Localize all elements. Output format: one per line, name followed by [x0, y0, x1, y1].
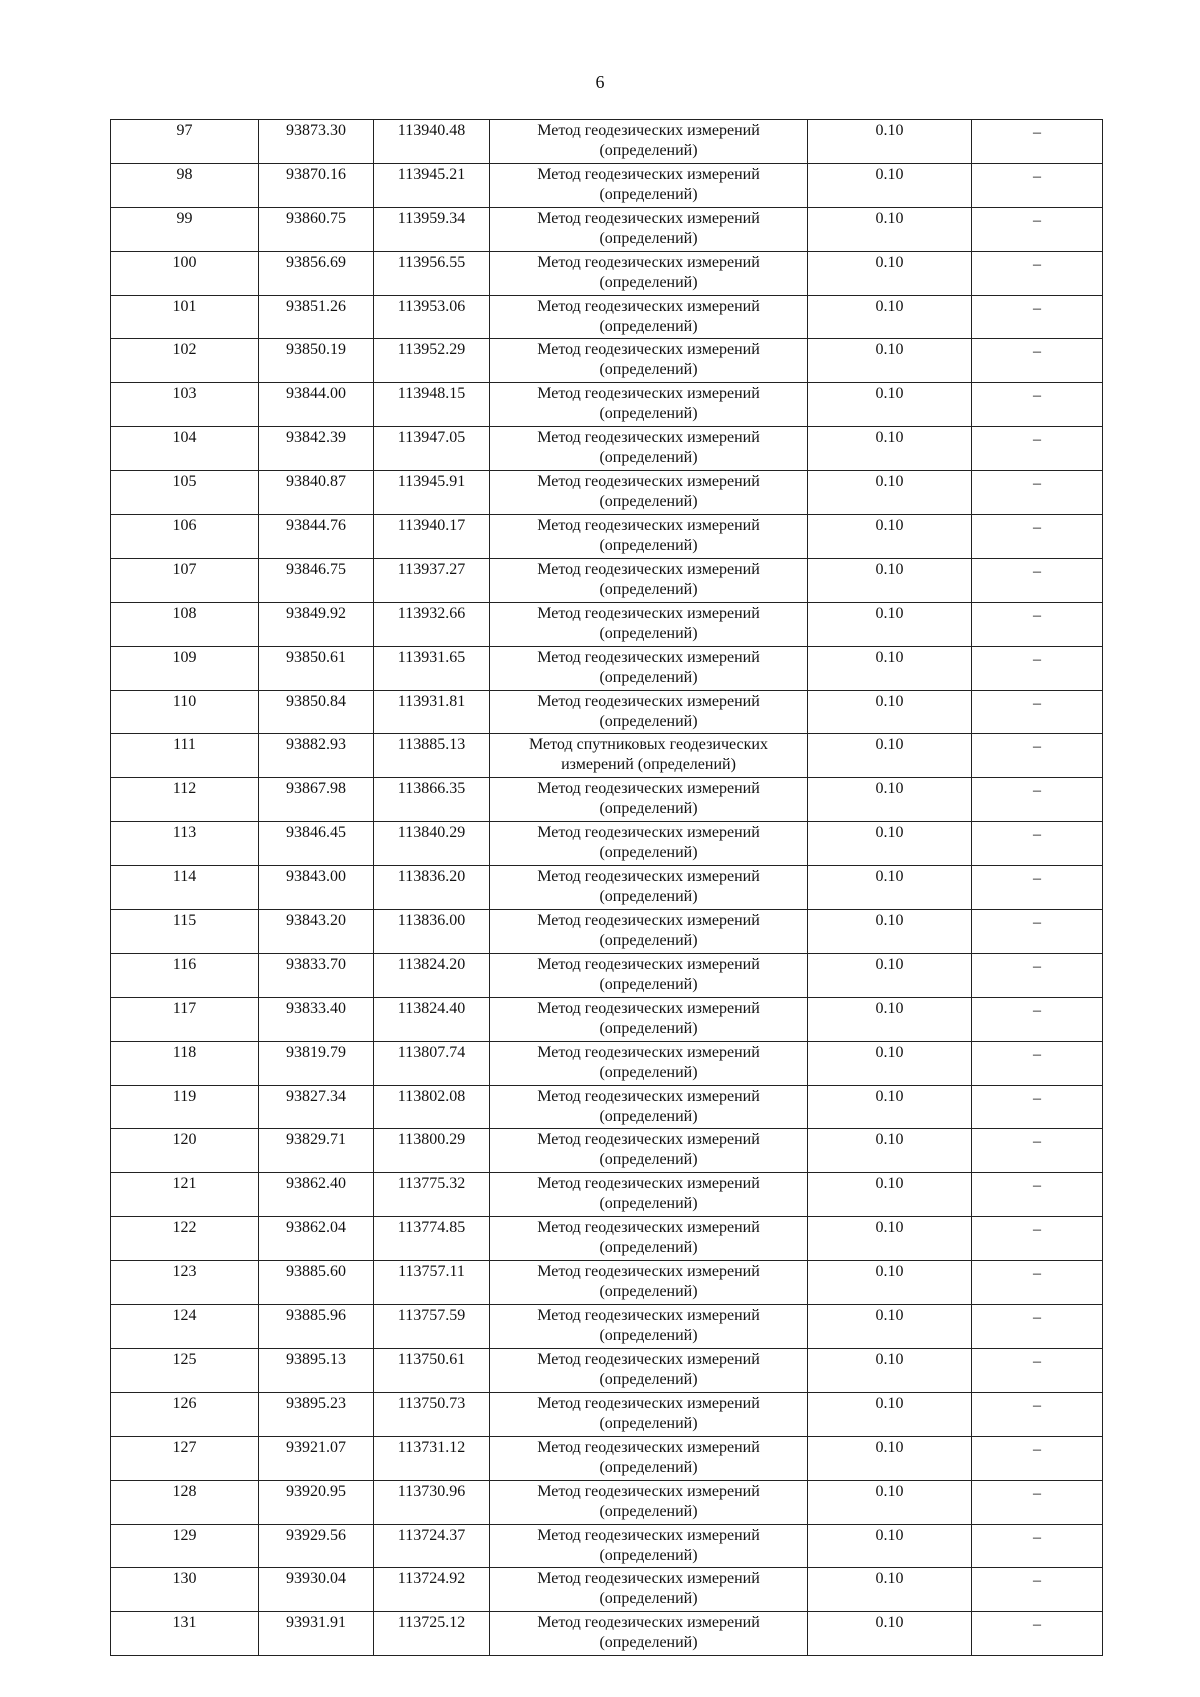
note-cell — [972, 558, 1103, 602]
y-coordinate-cell: 113940.17 — [374, 515, 490, 559]
y-coordinate-cell: 113947.05 — [374, 427, 490, 471]
accuracy-cell: 0.10 — [808, 471, 972, 515]
y-coordinate-cell: 113956.55 — [374, 251, 490, 295]
method-cell: Метод геодезических измерений (определений) — [490, 1041, 808, 1085]
y-coordinate-cell: 113948.15 — [374, 383, 490, 427]
x-coordinate-cell: 93850.84 — [259, 690, 374, 734]
point-number-cell: 111 — [111, 734, 259, 778]
accuracy-cell: 0.10 — [808, 1568, 972, 1612]
accuracy-cell: 0.10 — [808, 339, 972, 383]
note-cell — [972, 1480, 1103, 1524]
x-coordinate-cell: 93849.92 — [259, 602, 374, 646]
x-coordinate-cell: 93931.91 — [259, 1612, 374, 1656]
table-row — [111, 471, 1103, 515]
accuracy-cell: 0.10 — [808, 1085, 972, 1129]
table-row — [111, 251, 1103, 295]
point-number-cell: 104 — [111, 427, 259, 471]
accuracy-cell: 0.10 — [808, 1524, 972, 1568]
table-row — [111, 1085, 1103, 1129]
note-cell — [972, 207, 1103, 251]
y-coordinate-cell: 113800.29 — [374, 1129, 490, 1173]
method-cell: Метод геодезических измерений (определений) — [490, 646, 808, 690]
dash-mark: – — [1033, 1133, 1041, 1151]
dash-mark: – — [1033, 957, 1041, 975]
dash-mark: – — [1033, 343, 1041, 361]
x-coordinate-cell: 93873.30 — [259, 120, 374, 164]
dash-mark: – — [1033, 914, 1041, 932]
dash-mark: – — [1033, 299, 1041, 317]
accuracy-cell: 0.10 — [808, 1041, 972, 1085]
point-number-cell: 99 — [111, 207, 259, 251]
note-cell — [972, 778, 1103, 822]
dash-mark: – — [1033, 124, 1041, 141]
y-coordinate-cell: 113932.66 — [374, 602, 490, 646]
dash-mark: – — [1033, 255, 1041, 273]
point-number-cell: 98 — [111, 163, 259, 207]
point-number-cell: 108 — [111, 602, 259, 646]
method-cell: Метод геодезических измерений (определений) — [490, 997, 808, 1041]
dash-mark: – — [1033, 475, 1041, 493]
note-cell — [972, 339, 1103, 383]
y-coordinate-cell: 113836.00 — [374, 910, 490, 954]
page-number: 6 — [595, 72, 605, 92]
y-coordinate-cell: 113840.29 — [374, 822, 490, 866]
note-cell — [972, 1261, 1103, 1305]
accuracy-cell: 0.10 — [808, 1436, 972, 1480]
x-coordinate-cell: 93862.04 — [259, 1217, 374, 1261]
note-cell — [972, 515, 1103, 559]
method-cell: Метод геодезических измерений (определений) — [490, 339, 808, 383]
dash-mark: – — [1033, 870, 1041, 888]
method-cell: Метод геодезических измерений (определений) — [490, 383, 808, 427]
table-row — [111, 120, 1103, 164]
y-coordinate-cell: 113775.32 — [374, 1173, 490, 1217]
y-coordinate-cell: 113885.13 — [374, 734, 490, 778]
point-number-cell: 122 — [111, 1217, 259, 1261]
x-coordinate-cell: 93846.45 — [259, 822, 374, 866]
note-cell — [972, 646, 1103, 690]
table-row — [111, 1305, 1103, 1349]
y-coordinate-cell: 113750.73 — [374, 1392, 490, 1436]
dash-mark: – — [1033, 1309, 1041, 1327]
dash-mark: – — [1033, 1616, 1041, 1634]
y-coordinate-cell: 113802.08 — [374, 1085, 490, 1129]
table-row — [111, 646, 1103, 690]
note-cell — [972, 1612, 1103, 1656]
x-coordinate-cell: 93856.69 — [259, 251, 374, 295]
note-cell — [972, 1173, 1103, 1217]
accuracy-cell: 0.10 — [808, 602, 972, 646]
note-cell — [972, 1217, 1103, 1261]
x-coordinate-cell: 93840.87 — [259, 471, 374, 515]
method-cell: Метод геодезических измерений (определений) — [490, 471, 808, 515]
x-coordinate-cell: 93846.75 — [259, 558, 374, 602]
accuracy-cell: 0.10 — [808, 646, 972, 690]
note-cell — [972, 602, 1103, 646]
x-coordinate-cell: 93860.75 — [259, 207, 374, 251]
y-coordinate-cell: 113959.34 — [374, 207, 490, 251]
method-cell: Метод геодезических измерений (определений) — [490, 1480, 808, 1524]
accuracy-cell: 0.10 — [808, 120, 972, 164]
note-cell — [972, 1348, 1103, 1392]
coordinates-table-body — [111, 120, 1103, 1656]
point-number-cell: 105 — [111, 471, 259, 515]
note-cell — [972, 1305, 1103, 1349]
accuracy-cell: 0.10 — [808, 295, 972, 339]
dash-mark: – — [1033, 1396, 1041, 1414]
x-coordinate-cell: 93851.26 — [259, 295, 374, 339]
accuracy-cell: 0.10 — [808, 515, 972, 559]
method-cell: Метод геодезических измерений (определений) — [490, 295, 808, 339]
accuracy-cell: 0.10 — [808, 778, 972, 822]
note-cell — [972, 120, 1103, 164]
accuracy-cell: 0.10 — [808, 1348, 972, 1392]
y-coordinate-cell: 113866.35 — [374, 778, 490, 822]
method-cell: Метод геодезических измерений (определений) — [490, 251, 808, 295]
y-coordinate-cell: 113724.37 — [374, 1524, 490, 1568]
method-cell: Метод геодезических измерений (определений) — [490, 1348, 808, 1392]
accuracy-cell: 0.10 — [808, 734, 972, 778]
method-cell: Метод геодезических измерений (определений) — [490, 120, 808, 164]
x-coordinate-cell: 93929.56 — [259, 1524, 374, 1568]
accuracy-cell: 0.10 — [808, 953, 972, 997]
x-coordinate-cell: 93862.40 — [259, 1173, 374, 1217]
note-cell — [972, 734, 1103, 778]
point-number-cell: 110 — [111, 690, 259, 734]
table-row — [111, 910, 1103, 954]
x-coordinate-cell: 93870.16 — [259, 163, 374, 207]
y-coordinate-cell: 113724.92 — [374, 1568, 490, 1612]
note-cell — [972, 383, 1103, 427]
point-number-cell: 130 — [111, 1568, 259, 1612]
accuracy-cell: 0.10 — [808, 1612, 972, 1656]
table-row — [111, 558, 1103, 602]
method-cell: Метод геодезических измерений (определений) — [490, 427, 808, 471]
dash-mark: – — [1033, 1352, 1041, 1370]
x-coordinate-cell: 93930.04 — [259, 1568, 374, 1612]
method-cell: Метод геодезических измерений (определений) — [490, 1568, 808, 1612]
y-coordinate-cell: 113757.11 — [374, 1261, 490, 1305]
y-coordinate-cell: 113836.20 — [374, 866, 490, 910]
dash-mark: – — [1033, 1528, 1041, 1546]
x-coordinate-cell: 93895.13 — [259, 1348, 374, 1392]
accuracy-cell: 0.10 — [808, 558, 972, 602]
accuracy-cell: 0.10 — [808, 822, 972, 866]
method-cell: Метод геодезических измерений (определений) — [490, 1217, 808, 1261]
accuracy-cell: 0.10 — [808, 207, 972, 251]
method-cell: Метод спутниковых геодезических измерений (определений) — [490, 734, 808, 778]
y-coordinate-cell: 113937.27 — [374, 558, 490, 602]
x-coordinate-cell: 93829.71 — [259, 1129, 374, 1173]
accuracy-cell: 0.10 — [808, 910, 972, 954]
dash-mark: – — [1033, 1572, 1041, 1590]
table-row — [111, 1612, 1103, 1656]
point-number-cell: 106 — [111, 515, 259, 559]
method-cell: Метод геодезических измерений (определений) — [490, 1129, 808, 1173]
accuracy-cell: 0.10 — [808, 1217, 972, 1261]
dash-mark: – — [1033, 650, 1041, 668]
method-cell: Метод геодезических измерений (определений) — [490, 1085, 808, 1129]
x-coordinate-cell: 93850.61 — [259, 646, 374, 690]
x-coordinate-cell: 93850.19 — [259, 339, 374, 383]
x-coordinate-cell: 93895.23 — [259, 1392, 374, 1436]
table-row — [111, 1436, 1103, 1480]
table-row — [111, 1041, 1103, 1085]
note-cell — [972, 1085, 1103, 1129]
point-number-cell: 129 — [111, 1524, 259, 1568]
note-cell — [972, 1436, 1103, 1480]
y-coordinate-cell: 113824.40 — [374, 997, 490, 1041]
note-cell — [972, 1524, 1103, 1568]
method-cell: Метод геодезических измерений (определений) — [490, 163, 808, 207]
method-cell: Метод геодезических измерений (определений) — [490, 515, 808, 559]
table-row — [111, 1217, 1103, 1261]
dash-mark: – — [1033, 1265, 1041, 1283]
point-number-cell: 117 — [111, 997, 259, 1041]
y-coordinate-cell: 113774.85 — [374, 1217, 490, 1261]
note-cell — [972, 251, 1103, 295]
y-coordinate-cell: 113931.81 — [374, 690, 490, 734]
table-row — [111, 953, 1103, 997]
x-coordinate-cell: 93844.76 — [259, 515, 374, 559]
dash-mark: – — [1033, 562, 1041, 580]
note-cell — [972, 163, 1103, 207]
coordinates-table — [110, 119, 1103, 1656]
y-coordinate-cell: 113940.48 — [374, 120, 490, 164]
dash-mark: – — [1033, 606, 1041, 624]
table-row — [111, 1524, 1103, 1568]
note-cell — [972, 1129, 1103, 1173]
point-number-cell: 131 — [111, 1612, 259, 1656]
point-number-cell: 115 — [111, 910, 259, 954]
dash-mark: – — [1033, 1484, 1041, 1502]
point-number-cell: 101 — [111, 295, 259, 339]
table-row — [111, 515, 1103, 559]
y-coordinate-cell: 113953.06 — [374, 295, 490, 339]
point-number-cell: 97 — [111, 120, 259, 164]
point-number-cell: 102 — [111, 339, 259, 383]
point-number-cell: 128 — [111, 1480, 259, 1524]
method-cell: Метод геодезических измерений (определений) — [490, 207, 808, 251]
point-number-cell: 119 — [111, 1085, 259, 1129]
accuracy-cell: 0.10 — [808, 427, 972, 471]
y-coordinate-cell: 113945.21 — [374, 163, 490, 207]
note-cell — [972, 866, 1103, 910]
dash-mark: – — [1033, 738, 1041, 756]
accuracy-cell: 0.10 — [808, 866, 972, 910]
method-cell: Метод геодезических измерений (определений) — [490, 1173, 808, 1217]
note-cell — [972, 295, 1103, 339]
table-row — [111, 207, 1103, 251]
table-row — [111, 866, 1103, 910]
table-row — [111, 295, 1103, 339]
accuracy-cell: 0.10 — [808, 163, 972, 207]
accuracy-cell: 0.10 — [808, 1173, 972, 1217]
table-row — [111, 383, 1103, 427]
x-coordinate-cell: 93921.07 — [259, 1436, 374, 1480]
table-row — [111, 1129, 1103, 1173]
point-number-cell: 124 — [111, 1305, 259, 1349]
table-row — [111, 822, 1103, 866]
note-cell — [972, 690, 1103, 734]
x-coordinate-cell: 93833.70 — [259, 953, 374, 997]
point-number-cell: 125 — [111, 1348, 259, 1392]
method-cell: Метод геодезических измерений (определений) — [490, 1261, 808, 1305]
x-coordinate-cell: 93843.00 — [259, 866, 374, 910]
x-coordinate-cell: 93920.95 — [259, 1480, 374, 1524]
method-cell: Метод геодезических измерений (определений) — [490, 690, 808, 734]
x-coordinate-cell: 93827.34 — [259, 1085, 374, 1129]
method-cell: Метод геодезических измерений (определений) — [490, 1392, 808, 1436]
y-coordinate-cell: 113725.12 — [374, 1612, 490, 1656]
point-number-cell: 127 — [111, 1436, 259, 1480]
method-cell: Метод геодезических измерений (определений) — [490, 1612, 808, 1656]
table-row — [111, 778, 1103, 822]
dash-mark: – — [1033, 167, 1041, 185]
table-row — [111, 1568, 1103, 1612]
table-row — [111, 339, 1103, 383]
y-coordinate-cell: 113750.61 — [374, 1348, 490, 1392]
dash-mark: – — [1033, 519, 1041, 537]
accuracy-cell: 0.10 — [808, 1129, 972, 1173]
point-number-cell: 118 — [111, 1041, 259, 1085]
x-coordinate-cell: 93885.96 — [259, 1305, 374, 1349]
method-cell: Метод геодезических измерений (определений) — [490, 602, 808, 646]
accuracy-cell: 0.10 — [808, 1305, 972, 1349]
dash-mark: – — [1033, 1440, 1041, 1458]
table-row — [111, 1261, 1103, 1305]
note-cell — [972, 1568, 1103, 1612]
accuracy-cell: 0.10 — [808, 251, 972, 295]
note-cell — [972, 1041, 1103, 1085]
point-number-cell: 123 — [111, 1261, 259, 1305]
x-coordinate-cell: 93819.79 — [259, 1041, 374, 1085]
note-cell — [972, 953, 1103, 997]
table-row — [111, 163, 1103, 207]
point-number-cell: 126 — [111, 1392, 259, 1436]
method-cell: Метод геодезических измерений (определений) — [490, 558, 808, 602]
accuracy-cell: 0.10 — [808, 997, 972, 1041]
y-coordinate-cell: 113945.91 — [374, 471, 490, 515]
point-number-cell: 114 — [111, 866, 259, 910]
table-row — [111, 690, 1103, 734]
table-row — [111, 1173, 1103, 1217]
note-cell — [972, 910, 1103, 954]
y-coordinate-cell: 113731.12 — [374, 1436, 490, 1480]
method-cell: Метод геодезических измерений (определений) — [490, 910, 808, 954]
dash-mark: – — [1033, 1045, 1041, 1063]
point-number-cell: 109 — [111, 646, 259, 690]
dash-mark: – — [1033, 1001, 1041, 1019]
x-coordinate-cell: 93843.20 — [259, 910, 374, 954]
table-row — [111, 997, 1103, 1041]
note-cell — [972, 471, 1103, 515]
table-row — [111, 1392, 1103, 1436]
x-coordinate-cell: 93844.00 — [259, 383, 374, 427]
point-number-cell: 113 — [111, 822, 259, 866]
point-number-cell: 100 — [111, 251, 259, 295]
dash-mark: – — [1033, 211, 1041, 229]
table-row — [111, 427, 1103, 471]
dash-mark: – — [1033, 782, 1041, 800]
dash-mark: – — [1033, 387, 1041, 405]
y-coordinate-cell: 113952.29 — [374, 339, 490, 383]
y-coordinate-cell: 113730.96 — [374, 1480, 490, 1524]
dash-mark: – — [1033, 431, 1041, 449]
dash-mark: – — [1033, 1221, 1041, 1239]
method-cell: Метод геодезических измерений (определений) — [490, 866, 808, 910]
y-coordinate-cell: 113931.65 — [374, 646, 490, 690]
point-number-cell: 120 — [111, 1129, 259, 1173]
method-cell: Метод геодезических измерений (определений) — [490, 1524, 808, 1568]
table-row — [111, 734, 1103, 778]
accuracy-cell: 0.10 — [808, 690, 972, 734]
dash-mark: – — [1033, 1177, 1041, 1195]
method-cell: Метод геодезических измерений (определений) — [490, 1436, 808, 1480]
note-cell — [972, 822, 1103, 866]
note-cell — [972, 997, 1103, 1041]
dash-mark: – — [1033, 826, 1041, 844]
accuracy-cell: 0.10 — [808, 1261, 972, 1305]
method-cell: Метод геодезических измерений (определений) — [490, 1305, 808, 1349]
x-coordinate-cell: 93842.39 — [259, 427, 374, 471]
dash-mark: – — [1033, 1089, 1041, 1107]
point-number-cell: 103 — [111, 383, 259, 427]
note-cell — [972, 1392, 1103, 1436]
note-cell — [972, 427, 1103, 471]
x-coordinate-cell: 93867.98 — [259, 778, 374, 822]
accuracy-cell: 0.10 — [808, 1392, 972, 1436]
dash-mark: – — [1033, 694, 1041, 712]
table-row — [111, 602, 1103, 646]
table-row — [111, 1480, 1103, 1524]
y-coordinate-cell: 113757.59 — [374, 1305, 490, 1349]
accuracy-cell: 0.10 — [808, 383, 972, 427]
method-cell: Метод геодезических измерений (определений) — [490, 953, 808, 997]
point-number-cell: 121 — [111, 1173, 259, 1217]
method-cell: Метод геодезических измерений (определений) — [490, 778, 808, 822]
accuracy-cell: 0.10 — [808, 1480, 972, 1524]
x-coordinate-cell: 93882.93 — [259, 734, 374, 778]
point-number-cell: 107 — [111, 558, 259, 602]
point-number-cell: 116 — [111, 953, 259, 997]
y-coordinate-cell: 113807.74 — [374, 1041, 490, 1085]
y-coordinate-cell: 113824.20 — [374, 953, 490, 997]
method-cell: Метод геодезических измерений (определений) — [490, 822, 808, 866]
x-coordinate-cell: 93833.40 — [259, 997, 374, 1041]
table-row — [111, 1348, 1103, 1392]
x-coordinate-cell: 93885.60 — [259, 1261, 374, 1305]
point-number-cell: 112 — [111, 778, 259, 822]
